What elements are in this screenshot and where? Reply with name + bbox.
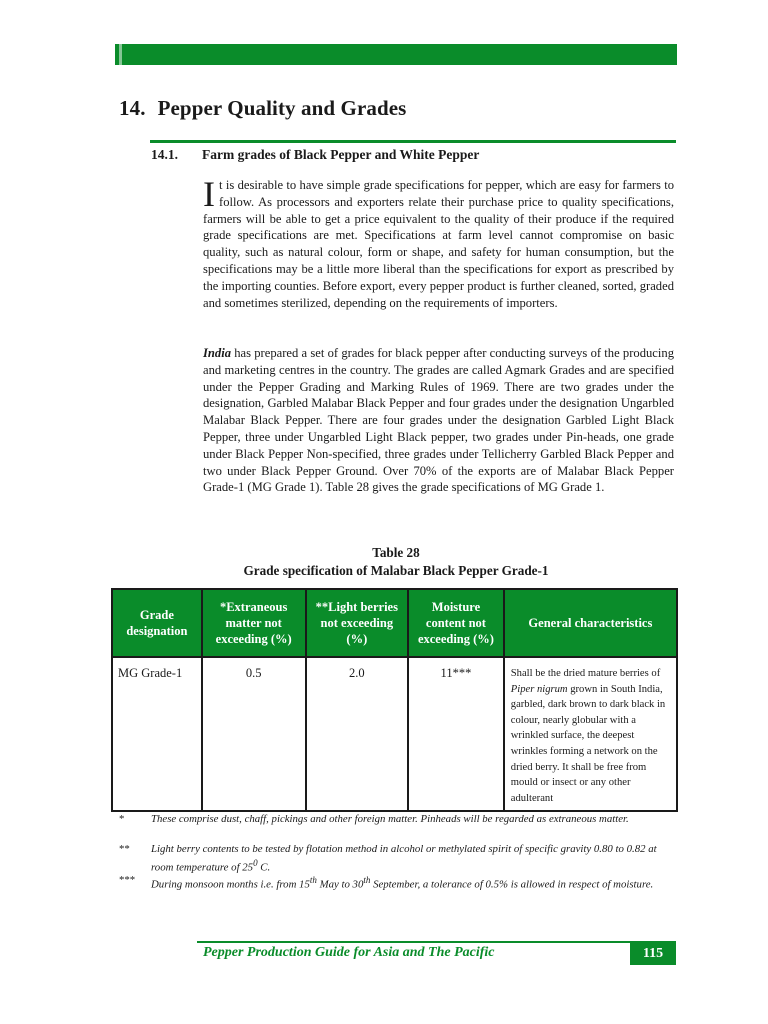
footer-rule — [197, 941, 676, 943]
page-number: 115 — [630, 942, 676, 965]
table-header-row — [112, 589, 677, 657]
footnote-text-pre: Light berry contents to be tested by flotation method in alcohol or methylated spirit of specific gravity 0.80 to 0.82 at room temperature of 25 — [151, 843, 657, 874]
drop-cap: I — [203, 174, 215, 214]
footnote-text-a: During monsoon months i.e. from 15 — [151, 878, 310, 891]
footnote-text — [151, 842, 674, 875]
header-decorative-bar — [115, 44, 677, 65]
cell-grade: MG Grade-1 — [112, 657, 202, 811]
footnote-mark: ** — [119, 843, 130, 855]
cell-light-berries: 2.0 — [306, 657, 409, 811]
paragraph-india-lead: India — [203, 346, 231, 360]
paragraph-intro-text: t is desirable to have simple grade specifications for pepper, which are easy for farmers to follow. As processors and exporters relate their purchase price to quality specifications, farmers will be able to get a price equivalent to the quality of their produce if the required grade specifications are met. Specifications at farm level cannot compromise on basic quality, such as natural colour, form or shape, and safety for human consumption, but the specifications may be a little more liberal than the specifications for export as prescribed by the importing counties. Before export, every pepper product is further cleaned, sorted, graded and sometimes sterilized, depending on the requirements of importers. — [203, 178, 674, 310]
table-row — [112, 657, 677, 811]
header-extraneous-matter: *Extraneous matter not exceeding (%) — [202, 589, 306, 657]
section-heading — [151, 147, 479, 163]
footnote-mark: * — [119, 813, 125, 825]
footnote-superscript: 0 — [253, 858, 258, 868]
header-light-berries: **Light berries not exceeding (%) — [306, 589, 409, 657]
footnote-text-post: C. — [257, 861, 271, 874]
header-bar-notch — [119, 44, 122, 65]
footnote-monsoon — [119, 873, 674, 892]
footnote-text-c: September, a tolerance of 0.5% is allowed in respect of moisture. — [370, 878, 654, 891]
table-title: Grade specification of Malabar Black Pepper Grade-1 — [243, 563, 549, 578]
footnote-text-b: May to 30 — [316, 878, 364, 891]
footnote-light-berries — [119, 842, 674, 875]
characteristics-text-pre: Shall be the dried mature berries of — [510, 668, 661, 679]
header-general-characteristics: General characteristics — [504, 589, 677, 657]
chapter-number: 14. — [119, 96, 146, 120]
characteristics-species: Piper nigrum — [510, 683, 568, 695]
header-grade-designation: Grade designation — [112, 589, 202, 657]
cell-moisture: 11*** — [408, 657, 504, 811]
footnote-mark: *** — [119, 874, 136, 886]
table-number: Table 28 — [372, 545, 420, 560]
header-moisture-content: Moisture content not exceeding (%) — [408, 589, 504, 657]
footnote-superscript: th — [309, 875, 317, 885]
footer-book-title: Pepper Production Guide for Asia and The Pacific — [203, 945, 495, 960]
footnote-text: These comprise dust, chaff, pickings and other foreign matter. Pinheads will be regarded as extraneous matter. — [151, 813, 629, 825]
paragraph-india — [203, 345, 674, 496]
cell-characteristics — [504, 657, 677, 811]
chapter-title-rule — [150, 140, 676, 143]
chapter-title — [119, 96, 406, 121]
section-title: Farm grades of Black Pepper and White Pepper — [202, 147, 480, 162]
footnote-extraneous — [119, 812, 674, 826]
characteristics-text-post: grown in South India, garbled, dark brown to dark black in colour, nearly globular with a wrinkled surface, the deepest wrinkles forming a network on the dried berry. It shall be free from mould or insect or any other adulterant — [510, 683, 666, 804]
footnote-superscript: th — [363, 875, 371, 885]
grade-spec-table — [111, 588, 678, 812]
cell-extraneous: 0.5 — [202, 657, 306, 811]
footnote-text — [151, 873, 674, 892]
paragraph-intro — [203, 174, 674, 311]
section-number: 14.1. — [151, 147, 178, 162]
paragraph-india-text: has prepared a set of grades for black pepper after conducting surveys of the producing and marketing centres in the country. The grades are called Agmark Grades and are specified under the Pepper Grading and Marking Rules of 1969. There are two grades under the designation, Garbled Malabar Black Pepper and four grades under the designation Ungarbled Malabar Black Pepper. There are four grades under the designation Garbled Light Black Pepper, three under Ungarbled Light Black pepper, two grades under Pin-heads, one grade under Black Pepper Non-specified, three grades under Tellicherry Garbled Black Pepper and two under Black Pepper Ground. Over 70% of the exports are of Malabar Black Pepper Grade-1 (MG Grade 1). Table 28 gives the grade specifications of MG Grade 1. — [203, 346, 674, 495]
chapter-title-text: Pepper Quality and Grades — [157, 96, 407, 120]
